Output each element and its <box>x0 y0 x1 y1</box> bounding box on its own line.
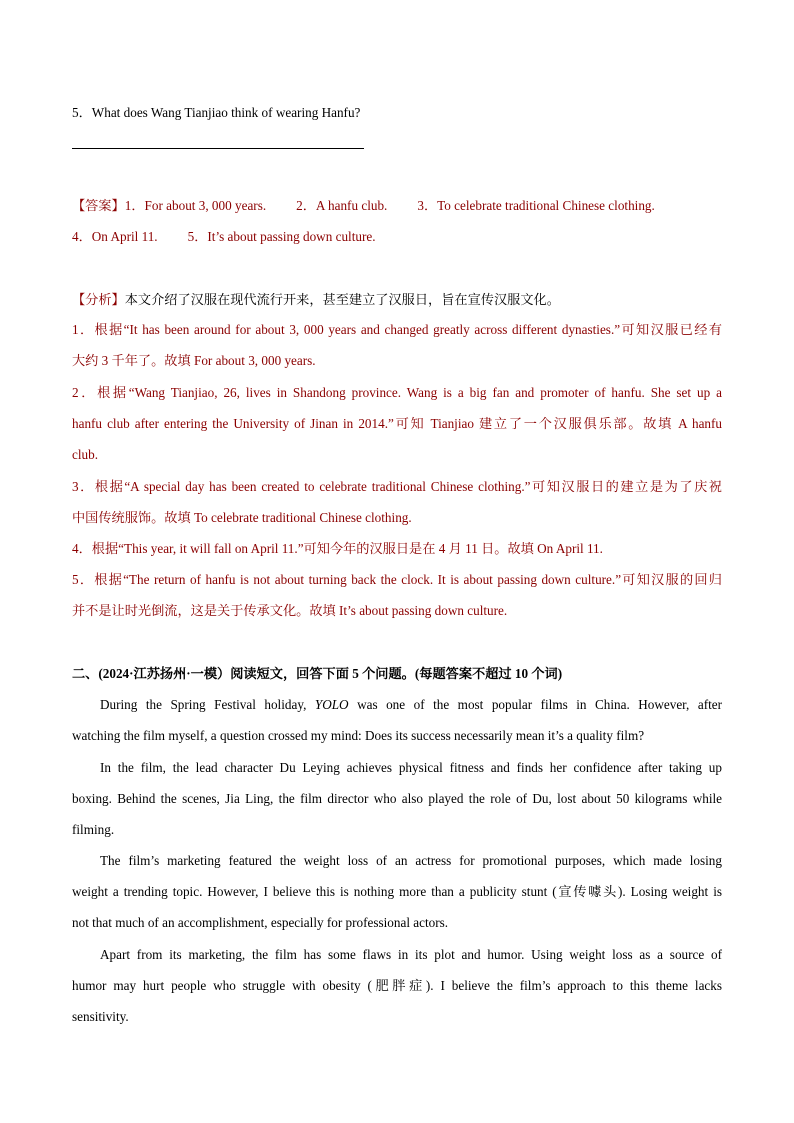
passage-p2-line-3: filming. <box>72 822 115 837</box>
analysis-tag: 【分析】 <box>72 292 125 307</box>
analysis-intro: 本文介绍了汉服在现代流行开来，甚至建立了汉服日，旨在宣传汉服文化。 <box>124 292 560 307</box>
film-title: YOLO <box>314 697 349 712</box>
answer-2: 2．A hanfu club. <box>296 198 388 213</box>
answer-row-1 <box>72 197 722 215</box>
passage-p3-line-3: not that much of an accomplishment, especially for professional actors. <box>72 915 449 930</box>
answer-5: 5．It’s about passing down culture. <box>187 229 376 244</box>
passage-p3-line-2: weight a trending topic. However, I believe this is nothing more than a publicity stunt (宣传噱头). Losing weight is <box>72 884 722 899</box>
analysis-2-line-1: 2．根据“Wang Tianjiao, 26, lives in Shandong province. Wang is a big fan and promoter of hanfu. She set up a <box>72 385 722 400</box>
analysis-1-line-1: 1．根据“It has been around for about 3, 000 years and changed greatly across different dynasties.”可知汉服已经有 <box>72 322 722 337</box>
passage-p2-line-2: boxing. Behind the scenes, Jia Ling, the film director who also played the role of Du, lost about 50 kilograms while <box>72 791 722 806</box>
section-2-heading: 二、(2024·江苏扬州·一模）阅读短文，回答下面 5 个问题。(每题答案不超过 10 个词) <box>72 666 563 681</box>
answer-4: 4．On April 11. <box>72 229 158 244</box>
analysis-5-line-1: 5．根据“The return of hanfu is not about turning back the clock. It is about passing down culture.”可知汉服的回归 <box>72 572 722 587</box>
answer-blank-line <box>72 148 364 149</box>
passage-text: During the Spring Festival holiday, <box>100 697 315 712</box>
analysis-intro-line <box>72 291 722 309</box>
answer-1: 1．For about 3, 000 years. <box>124 198 267 213</box>
passage-p1-line-1 <box>100 696 722 714</box>
passage-p4-line-3: sensitivity. <box>72 1009 129 1024</box>
analysis-2-line-2: hanfu club after entering the University of Jinan in 2014.”可知 Tianjiao 建立了一个汉服俱乐部。故填 A hanfu <box>72 416 722 431</box>
analysis-4-line-1: 4．根据“This year, it will fall on April 11.”可知今年的汉服日是在 4 月 11 日。故填 On April 11. <box>72 541 603 556</box>
answer-row-2 <box>72 228 722 246</box>
answer-3: 3．To celebrate traditional Chinese clothing. <box>417 198 655 213</box>
analysis-3-line-2: 中国传统服饰。故填 To celebrate traditional Chinese clothing. <box>72 510 412 525</box>
analysis-5-line-2: 并不是让时光倒流，这是关于传承文化。故填 It’s about passing down culture. <box>72 603 508 618</box>
passage-p2-line-1: In the film, the lead character Du Leying achieves physical fitness and finds her confidence after taking up <box>100 760 722 775</box>
passage-p4-line-1: Apart from its marketing, the film has some flaws in its plot and humor. Using weight loss as a source of <box>100 947 722 962</box>
analysis-3-line-1: 3．根据“A special day has been created to celebrate traditional Chinese clothing.”可知汉服日的建立是为了庆祝 <box>72 479 722 494</box>
passage-p1-line-2: watching the film myself, a question crossed my mind: Does its success necessarily mean it’s a quality film? <box>72 728 645 743</box>
analysis-1-line-2: 大约 3 千年了。故填 For about 3, 000 years. <box>72 353 316 368</box>
question-5: 5．What does Wang Tianjiao think of wearing Hanfu? <box>72 105 361 120</box>
passage-p4-line-2: humor may hurt people who struggle with obesity (肥胖症). I believe the film’s approach to this theme lacks <box>72 978 722 993</box>
answer-tag: 【答案】 <box>72 198 125 213</box>
passage-p3-line-1: The film’s marketing featured the weight loss of an actress for promotional purposes, which made losing <box>100 853 722 868</box>
analysis-2-line-3: club. <box>72 447 99 462</box>
passage-text: was one of the most popular films in China. However, after <box>348 697 722 712</box>
